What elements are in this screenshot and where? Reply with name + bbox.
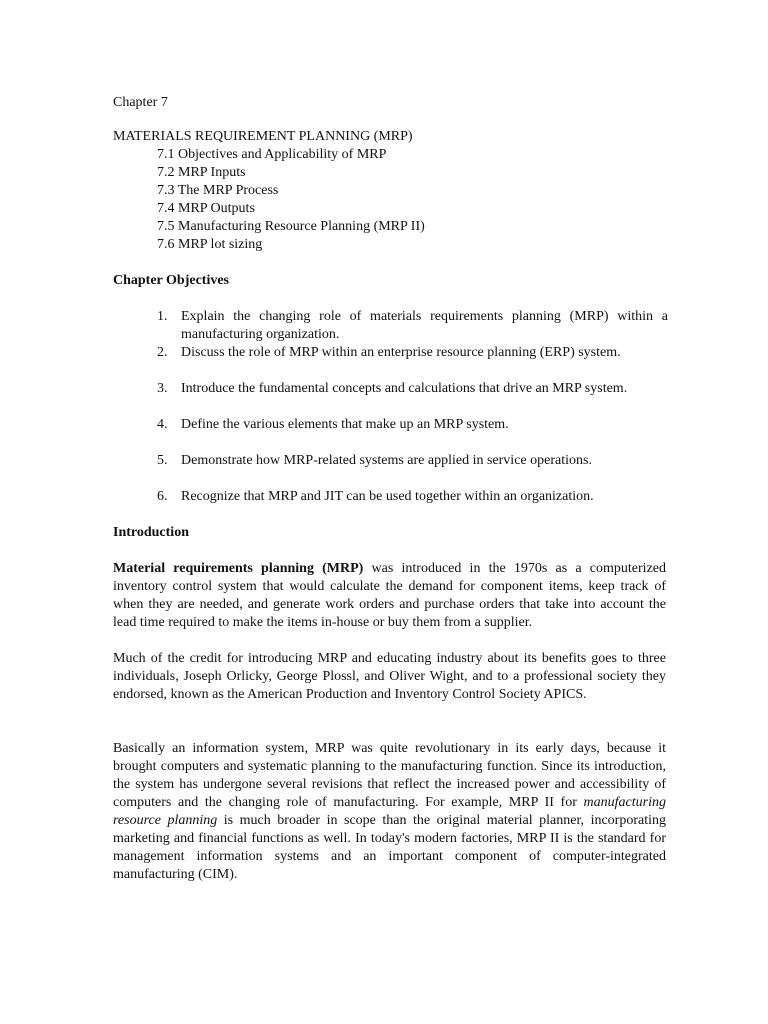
table-of-contents	[157, 146, 425, 254]
intro-paragraph-2: Much of the credit for introducing MRP and educating industry about its benefits goes to three individuals, Joseph Orlicky, George Plossl, and Oliver Wight, and to a professional society they endorsed, known as the American Production and Inventory Control Society APICS.	[113, 651, 666, 702]
toc-item: 7.6 MRP lot sizing	[157, 237, 263, 252]
list-item-number: 5.	[157, 453, 168, 468]
intro-paragraph-3	[113, 740, 666, 884]
list-item-text: Discuss the role of MRP within an enterprise resource planning (ERP) system.	[181, 345, 621, 360]
list-item-number: 2.	[157, 345, 168, 360]
introduction-heading: Introduction	[113, 525, 189, 540]
paragraph-text: was introduced in the 1970s as a computerized inventory control system that would calculate the demand for component items, keep track of when they are needed, and generate work orders and purchase orders that take into account the lead time required to make the items in-house or buy them from a supplier.	[113, 561, 666, 630]
toc-item: 7.2 MRP Inputs	[157, 165, 246, 180]
paragraph-text: Basically an information system, MRP was quite revolutionary in its early days, because it brought computers and systematic planning to the manufacturing function. Since its introduction, the system has undergone several revisions that reflect the increased power and accessibility of computers and the changing role of manufacturing. For example, MRP II for	[113, 741, 666, 810]
mrp-term: Material requirements planning (MRP)	[113, 561, 364, 576]
mrp-ii-term: manufacturing resource planning	[113, 795, 666, 828]
toc-item: 7.3 The MRP Process	[157, 183, 279, 198]
list-item-number: 6.	[157, 489, 168, 504]
list-item-text: Demonstrate how MRP-related systems are applied in service operations.	[181, 453, 592, 468]
chapter-label: Chapter 7	[113, 95, 168, 110]
toc-title: MATERIALS REQUIREMENT PLANNING (MRP)	[113, 129, 413, 144]
list-item-number: 3.	[157, 381, 168, 396]
list-item-number: 4.	[157, 417, 168, 432]
list-item-text: Define the various elements that make up an MRP system.	[181, 417, 509, 432]
paragraph-text: is much broader in scope than the original material planner, incorporating marketing and financial functions as well. In today's modern factories, MRP II is the standard for management information systems and an important component of computer-integrated manufacturing (CIM).	[113, 813, 666, 882]
list-item-text: Recognize that MRP and JIT can be used together within an organization.	[181, 489, 594, 504]
toc-item: 7.4 MRP Outputs	[157, 201, 255, 216]
objectives-heading: Chapter Objectives	[113, 273, 229, 288]
intro-paragraph-1	[113, 560, 666, 632]
list-item-text: Introduce the fundamental concepts and calculations that drive an MRP system.	[181, 381, 628, 396]
toc-item: 7.1 Objectives and Applicability of MRP	[157, 147, 387, 162]
list-item-number: 1.	[157, 309, 168, 324]
toc-item: 7.5 Manufacturing Resource Planning (MRP II)	[157, 219, 425, 234]
list-item-text: Explain the changing role of materials requirements planning (MRP) within a manufacturing organization.	[181, 309, 668, 342]
